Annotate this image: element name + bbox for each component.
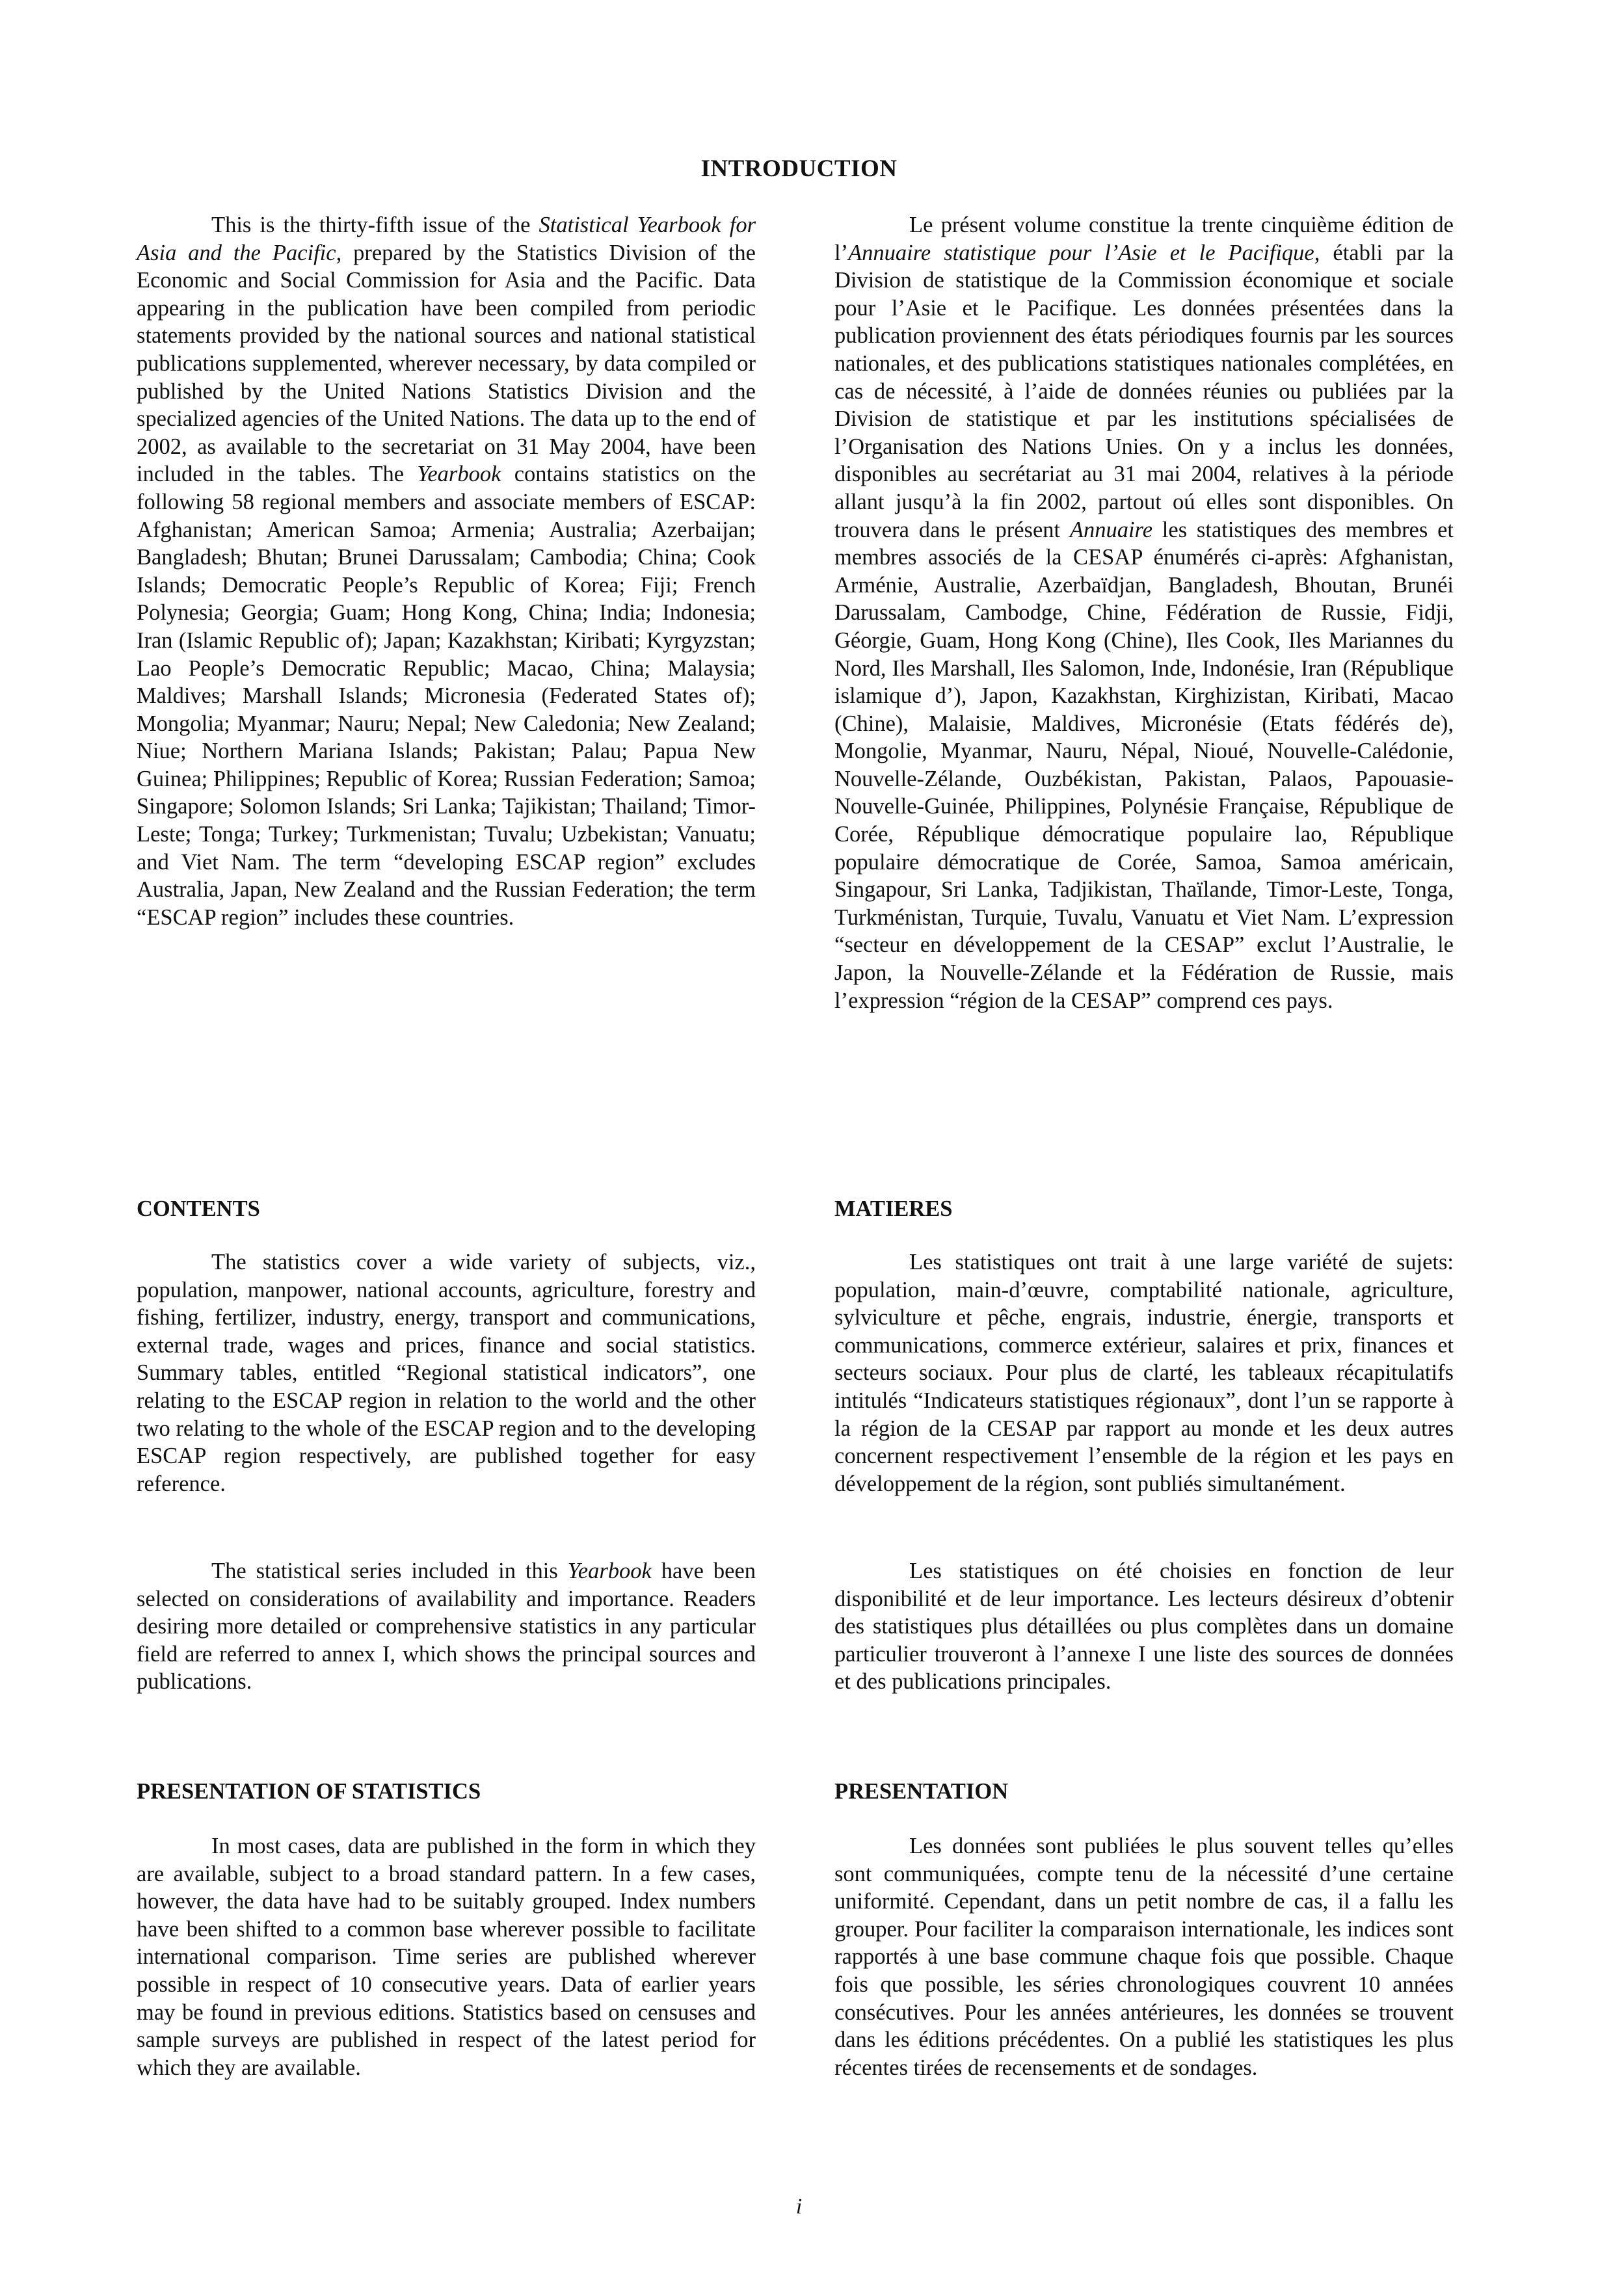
intro-fr-annuaire-ref: Annuaire xyxy=(1069,517,1153,542)
presentation-heading: PRESENTATION OF STATISTICS xyxy=(137,1779,481,1804)
intro-english-column xyxy=(137,211,756,931)
contents-heading: CONTENTS xyxy=(137,1196,260,1221)
page-number: i xyxy=(795,2195,803,2219)
presentation-english-p1-block xyxy=(137,1832,756,2081)
matieres-heading: MATIERES xyxy=(834,1196,953,1221)
contents-english-heading-block xyxy=(137,1195,756,1223)
intro-fr-text-1: Le présent volume constitue la trente cinquième édition de l’ xyxy=(834,213,1454,265)
intro-fr-text-2: établi par la Division de statistique de la Commission économique et sociale pour l’Asie et le Pacifique. Les données présentées dans la publication proviennent des états périodiques fournis par les sources nationales, et des publications statistiques nationales complétées, en cas de nécessité, à l’aide de données réunies ou publiées par la Division de statistique et par les institutions spécialisées de l’Organisation des Nations Unies. On y a inclus les données, disponibles au secrétariat au 31 mai 2004, relatives à la période allant jusqu’à la fin 2002, partout oú elles sont disponibles. On trouvera dans le présent xyxy=(834,240,1454,542)
presentation-french-paragraph: Les données sont publiées le plus souvent telles qu’elles sont communiquées, compte tenu de la nécessité d’une certaine uniformité. Cependant, dans un petit nombre de cas, il a fallu les grouper. Pour faciliter la comparaison internationale, les indices sont rapportés à une base commune chaque fois que possible. Chaque fois que possible, les séries chronologiques couvrent 10 années consécutives. Pour les années antérieures, les données se trouvent dans les éditions précédentes. On a publié les statistiques les plus récentes tirées de recensements et de sondages. xyxy=(834,1834,1454,2080)
presentation-english-heading-block xyxy=(137,1778,756,1806)
matieres-french-p1-block xyxy=(834,1248,1454,1498)
intro-en-text-2: prepared by the Statistics Division of the Economic and Social Commission for Asia and the Pacific. Data appearing in the publication have been compiled from periodic statements provided by the national sources and national statistical publications supplemented, wherever necessary, by data compiled or published by the United Nations Statistics Division and the specialized agencies of the United Nations. The data up to the end of 2002, as available to the secretariat on 31 May 2004, have been included in the tables. The xyxy=(137,240,756,487)
matieres-french-paragraph-2: Les statistiques on été choisies en fonction de leur disponibilité et de leur importance. Les lecteurs désireux d’obtenir des statistiques plus détaillées ou plus complètes dans un domaine particulier trouveront à l’annexe I une liste des sources de données et des publications principales. xyxy=(834,1559,1454,1695)
intro-en-yearbook-title: Statistical Yearbook for Asia and the Pacific, xyxy=(137,213,756,265)
contents-en-yearbook-ref: Yearbook xyxy=(567,1559,652,1583)
intro-en-text-1: This is the thirty-fifth issue of the xyxy=(211,213,531,237)
matieres-french-p2-block xyxy=(834,1557,1454,1696)
presentation-french-heading-block xyxy=(834,1778,1454,1806)
intro-en-yearbook-ref: Yearbook xyxy=(417,462,501,487)
presentation-fr-heading: PRESENTATION xyxy=(834,1779,1009,1804)
matieres-french-paragraph-1: Les statistiques ont trait à une large variété de sujets: population, main-d’œuvre, comptabilité nationale, agriculture, sylviculture et pêche, engrais, industrie, énergie, transports et communications, commerce extérieur, salaires et prix, finances et secteurs sociaux. Pour plus de clarté, les tableaux récapitulatifs intitulés “Indicateurs statistiques régionaux”, dont l’un se rapporte à la région de la CESAP par rapport au monde et les deux autres concernent respectivement l’ensemble de la région et les pays en développement de la région, sont publiés simultanément. xyxy=(834,1250,1454,1496)
presentation-english-paragraph: In most cases, data are published in the form in which they are available, subject to a broad standard pattern. In a few cases, however, the data have had to be suitably grouped. Index numbers have been shifted to a common base wherever possible to facilitate international comparison. Time series are published wherever possible in respect of 10 consecutive years. Data of earlier years may be found in previous editions. Statistics based on censuses and sample surveys are published in respect of the latest period for which they are available. xyxy=(137,1834,756,2080)
intro-french-paragraph xyxy=(834,211,1454,1014)
presentation-french-p1-block xyxy=(834,1832,1454,2081)
page-title: INTRODUCTION xyxy=(700,155,898,182)
contents-en-p2-text-2: have been selected on considerations of availability and importance. Readers desiring more detailed or comprehensive statistics in any particular field are referred to annex I, which shows the principal sources and publications. xyxy=(137,1559,756,1695)
intro-french-column xyxy=(834,211,1454,1014)
contents-english-paragraph-2 xyxy=(137,1557,756,1696)
intro-en-text-3: contains statistics on the following 58 regional members and associate members of ESCAP: Afghanistan; American Samoa; Armenia; Australia; Azerbaijan; Bangladesh; Bhutan; Brunei Darussalam; Cambodia; China; Cook Islands; Democratic People’s Republic of Korea; Fiji; French Polynesia; Georgia; Guam; Hong Kong, China; India; Indonesia; Iran (Islamic Republic of); Japan; Kazakhstan; Kiribati; Kyrgyzstan; Lao People’s Democratic Republic; Macao, China; Malaysia; Maldives; Marshall Islands; Micronesia (Federated States of); Mongolia; Myanmar; Nauru; Nepal; New Caledonia; New Zealand; Niue; Northern Mariana Islands; Pakistan; Palau; Papua New Guinea; Philippines; Republic of Korea; Russian Federation; Samoa; Singapore; Solomon Islands; Sri Lanka; Tajikistan; Thailand; Timor-Leste; Tonga; Turkey; Turkmenistan; Tuvalu; Uzbekistan; Vanuatu; and Viet Nam. The term “developing ESCAP region” excludes Australia, Japan, New Zealand and the Russian Federation; the term “ESCAP region” includes these countries. xyxy=(137,462,756,930)
contents-english-p2-block xyxy=(137,1557,756,1696)
intro-fr-text-3: les statistiques des membres et membres associés de la CESAP énumérés ci-après: Afghanistan, Arménie, Australie, Azerbaïdjan, Bangladesh, Bhoutan, Brunéi Darussalam, Cambodge, Chine, Fédération de Russie, Fidji, Géorgie, Guam, Hong Kong (Chine), Iles Cook, Iles Mariannes du Nord, Iles Marshall, Iles Salomon, Inde, Indonésie, Iran (République islamique d’), Japon, Kazakhstan, Kirghizistan, Kiribati, Macao (Chine), Malaisie, Maldives, Micronésie (Etats fédérés de), Mongolie, Myanmar, Nauru, Népal, Nioué, Nouvelle-Calédonie, Nouvelle-Zélande, Ouzbékistan, Pakistan, Palaos, Papouasie-Nouvelle-Guinée, Philippines, Polynésie Française, République de Corée, République démocratique populaire lao, République populaire démocratique de Corée, Samoa, Samoa américain, Singapour, Sri Lanka, Tadjikistan, Thaïlande, Timor-Leste, Tonga, Turkménistan, Turquie, Tuvalu, Vanuatu et Viet Nam. L’expression “secteur en développement de la CESAP” exclut l’Australie, le Japon, la Nouvelle-Zélande et la Fédération de Russie, mais l’expression “région de la CESAP” comprend ces pays. xyxy=(834,517,1454,1013)
intro-english-paragraph xyxy=(137,211,756,931)
contents-english-paragraph-1: The statistics cover a wide variety of subjects, viz., population, manpower, national accounts, agriculture, forestry and fishing, fertilizer, industry, energy, transport and communications, external trade, wages and prices, finance and social statistics. Summary tables, entitled “Regional statistical indicators”, one relating to the ESCAP region in relation to the world and the other two relating to the whole of the ESCAP region and to the developing ESCAP region respectively, are published together for easy reference. xyxy=(137,1250,756,1496)
matieres-french-heading-block xyxy=(834,1195,1454,1223)
intro-fr-annuaire-title: Annuaire statistique pour l’Asie et le Pacifique, xyxy=(848,240,1320,265)
contents-english-p1-block xyxy=(137,1248,756,1498)
contents-en-p2-text-1: The statistical series included in this xyxy=(211,1559,558,1583)
